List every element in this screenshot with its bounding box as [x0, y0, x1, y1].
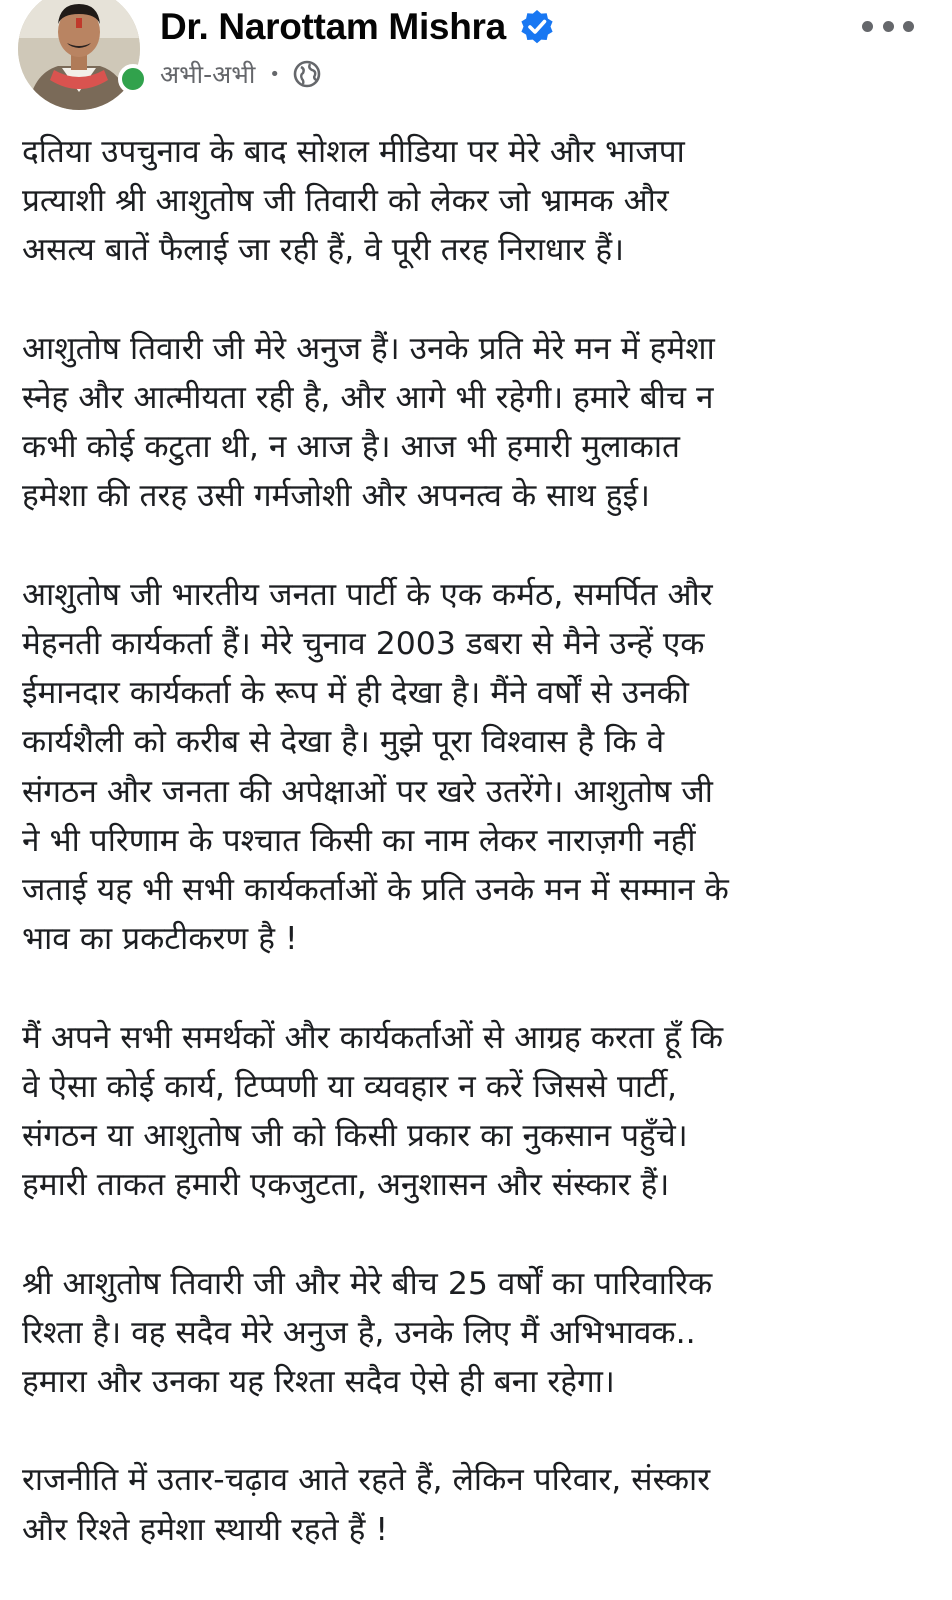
post-header	[0, 0, 952, 112]
more-dot	[883, 21, 894, 32]
author-name[interactable]: Dr. Narottam Mishra	[160, 6, 506, 47]
verified-badge-icon	[518, 8, 556, 46]
post-timestamp[interactable]: अभी-अभी	[160, 60, 256, 89]
post-paragraph: आशुतोष तिवारी जी मेरे अनुज हैं। उनके प्रति मेरे मन में हमेशा स्नेह और आत्मीयता रही है, और आगे भी रहेगी। हमारे बीच न कभी कोई कटुता थी, न आज है। आज भी हमारी मुलाकात हमेशा की तरह उसी गर्मजोशी और अपनत्व के साथ हुई।	[22, 330, 715, 515]
post-paragraph: दतिया उपचुनाव के बाद सोशल मीडिया पर मेरे और भाजपा प्रत्याशी श्री आशुतोष जी तिवारी को लेकर जो भ्रामक और असत्य बातें फैलाई जा रही हैं, वे पूरी तरह निराधार हैं।	[22, 134, 685, 269]
post-paragraph: आशुतोष जी भारतीय जनता पार्टी के एक कर्मठ, समर्पित और मेहनती कार्यकर्ता हैं। मेरे चुनाव 2003 डबरा से मैने उन्हें एक ईमानदार कार्यकर्ता के रूप में ही देखा है। मैंने वर्षों से उनकी कार्यशैली को करीब से देखा है। मुझे पूरा विश्वास है कि वे संगठन और जनता की अपेक्षाओं पर खरे उतरेंगे। आशुतोष जी ने भी परिणाम के पश्चात किसी का नाम लेकर नाराज़गी नहीं जताई यह भी सभी कार्यकर्ताओं के प्रति उनके मन में सम्मान के भाव का प्रकटीकरण है !	[22, 576, 729, 958]
online-status-indicator	[118, 64, 148, 94]
more-options-icon[interactable]	[862, 14, 914, 38]
post-body	[22, 128, 932, 1555]
post-paragraph: श्री आशुतोष तिवारी जी और मेरे बीच 25 वर्षों का पारिवारिक रिश्ता है। वह सदैव मेरे अनुज है, उनके लिए मैं अभिभावक.. हमारा और उनका यह रिश्ता सदैव ऐसे ही बना रहेगा।	[22, 1265, 713, 1401]
globe-icon[interactable]	[292, 59, 322, 89]
more-dot	[862, 21, 873, 32]
meta-separator: •	[269, 63, 280, 85]
avatar[interactable]	[18, 0, 140, 110]
post-meta	[160, 56, 322, 92]
profile-photo	[18, 0, 140, 110]
author-row	[160, 4, 556, 50]
post-paragraph: मैं अपने सभी समर्थकों और कार्यकर्ताओं से आग्रह करता हूँ कि वे ऐसा कोई कार्य, टिप्पणी या व्यवहार न करें जिससे पार्टी, संगठन या आशुतोष जी को किसी प्रकार का नुकसान पहुँचे। हमारी ताकत हमारी एकजुटता, अनुशासन और संस्कार हैं।	[22, 1019, 724, 1204]
more-dot	[903, 21, 914, 32]
post-paragraph: राजनीति में उतार-चढ़ाव आते रहते हैं, लेकिन परिवार, संस्कार और रिश्ते हमेशा स्थायी रहते हैं !	[22, 1462, 711, 1548]
